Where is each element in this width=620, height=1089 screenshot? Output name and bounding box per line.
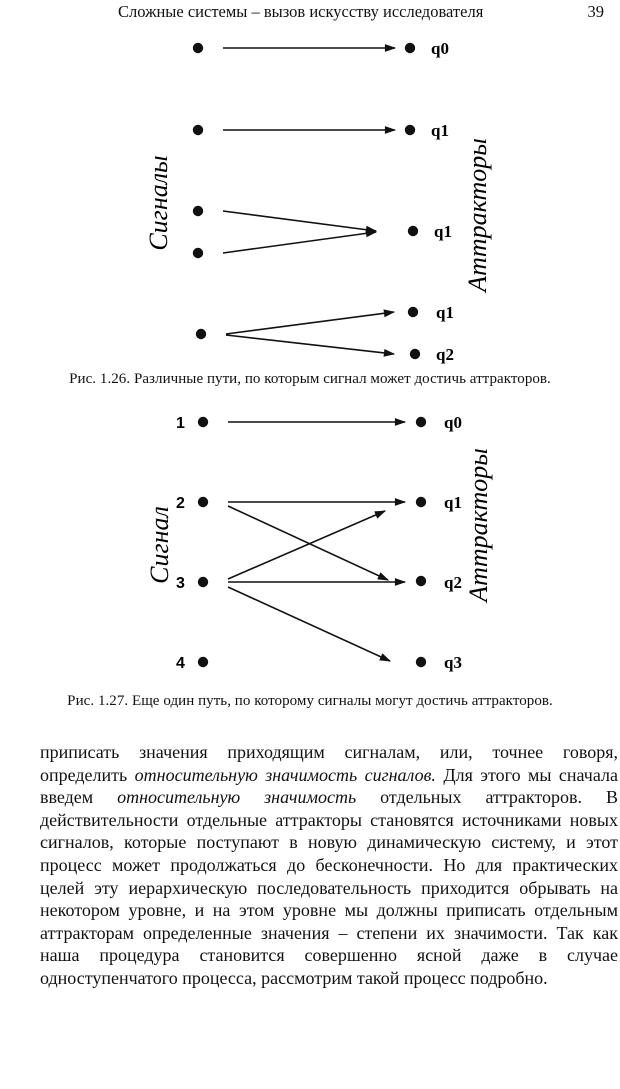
signals-side-label: Сигналы [144,155,173,251]
attractor-label: q1 [444,493,462,512]
figure-1-27-caption: Рис. 1.27. Еще один путь, по которому сигналы могут достичь аттракторов. [67,693,553,709]
signal-arrow [226,335,394,354]
signal-dot [193,43,203,53]
attractor-dot [405,43,415,53]
page-header [0,2,620,24]
signal-dot [196,329,206,339]
attractor-label: q1 [436,303,454,322]
signal-dot [193,125,203,135]
text-run: отдельных аттракторов. В действительности отдельные аттракторы становятся источниками новых сигналов, которые поступают в новую динамическую систему, и этот процесс может продолжаться до бесконечности. Но для практических целей эту иерархическую последовательность приходится обрывать на некотором уровне, и на этом уровне мы должны приписать отдельным аттракторам определенные значения – степени их значимости. Так как наша процедура становится совершенно ясной даже в случае одноступенчатого процесса, рассмотрим такой процесс подробно. [40,787,618,988]
figure-1-26-caption: Рис. 1.26. Различные пути, по которым сигнал может достичь аттракторов. [69,371,551,387]
emphasis-text: относительную значимость сигналов. [134,764,436,785]
signal-side-label: Сигнал [145,506,174,584]
figure-1-26-diagram [0,25,620,370]
attractors-side-label: Аттракторы [464,448,493,602]
attractor-label: q2 [436,345,454,364]
signal-number: 1 [176,415,185,432]
signal-dot [198,657,208,667]
signal-arrow [223,211,376,231]
attractor-dot [416,417,426,427]
body-paragraph [40,741,618,990]
signal-arrow [228,511,385,579]
signal-number: 3 [176,575,185,592]
page-number: 39 [587,2,604,21]
paragraph [40,741,618,990]
figure-1-27-diagram [0,395,620,690]
signal-dot [198,577,208,587]
attractor-label: q2 [444,573,462,592]
attractor-dot [416,576,426,586]
signal-dot [193,206,203,216]
text-run: приписать значения приходящим сигналам, или, точнее говоря, определить [40,742,618,785]
running-title: Сложные системы – вызов искусству исследователя [118,2,484,21]
attractor-dot [408,226,418,236]
attractor-dot [408,307,418,317]
text-run: Для этого мы сначала введем [40,764,618,808]
signal-number: 4 [176,655,185,672]
attractor-label: q1 [434,222,452,241]
figure-1-26 [0,25,620,370]
signal-arrow [228,587,390,661]
signal-arrow [226,312,394,334]
attractor-label: q0 [444,413,462,432]
attractors-side-label: Аттракторы [463,138,492,292]
attractor-label: q1 [431,121,449,140]
emphasis-text: относительную значимость [117,787,357,808]
attractor-dot [416,497,426,507]
attractor-dot [410,349,420,359]
signal-arrow [223,232,376,253]
attractor-dot [405,125,415,135]
attractor-label: q3 [444,653,462,672]
signal-dot [198,417,208,427]
signal-dot [193,248,203,258]
attractor-dot [416,657,426,667]
signal-number: 2 [176,495,185,512]
attractor-label: q0 [431,39,449,58]
signal-dot [198,497,208,507]
figure-1-27 [0,395,620,690]
